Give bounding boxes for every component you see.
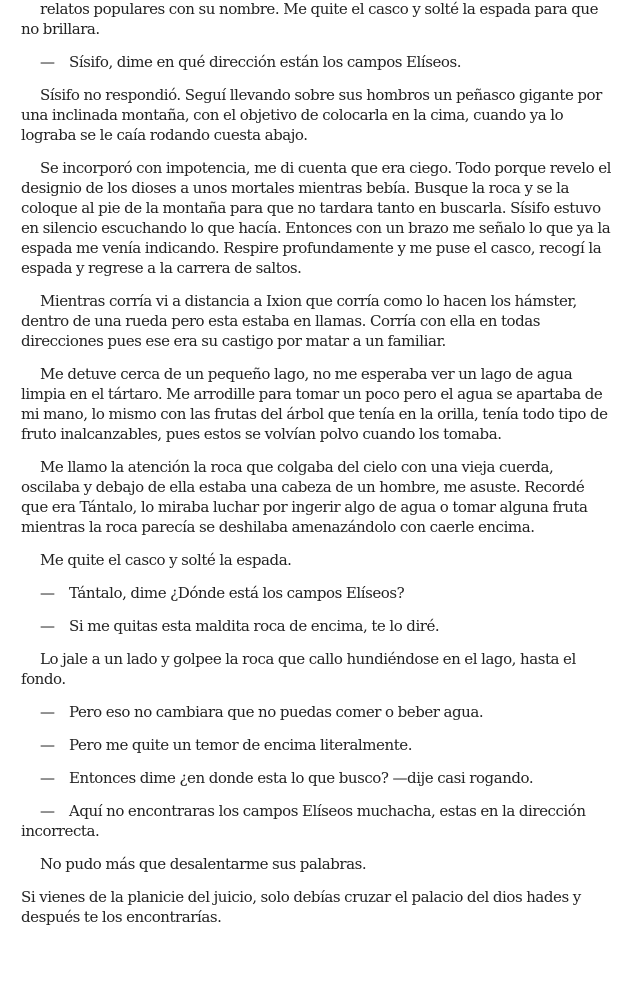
dialogue-dash: — (40, 53, 55, 71)
dialogue-dash: — (40, 769, 55, 787)
dialogue-dash: — (40, 736, 55, 754)
paragraph: Lo jale a un lado y golpee la roca que callo hundiéndose en el lago, hasta el fondo. (21, 650, 576, 688)
dialogue-text: Entonces dime ¿en donde esta lo que busco? —dije casi rogando. (69, 769, 534, 787)
dialogue-dash: — (40, 703, 55, 721)
paragraph: No pudo más que desalentarme sus palabras. (40, 855, 367, 873)
paragraph: Si vienes de la planicie del juicio, solo debías cruzar el palacio del dios hades y después te los encontrarías. (21, 888, 581, 926)
paragraph: Se incorporó con impotencia, me di cuenta que era ciego. Todo porque revelo el designio de los dioses a unos mortales mientras bebía. Busque la roca y se la coloque al pie de la montaña para que no tardara tanto en buscarla. Sísifo estuvo en silencio escuchando lo que hacía. Entonces con un brazo me señalo lo que ya la espada me venía indicando. Respire profundamente y me puse el casco, recogí la espada y regrese a la carrera de saltos. (21, 159, 612, 277)
dialogue-line (21, 702, 615, 722)
dialogue-text: Sísifo, dime en qué dirección están los campos Elíseos. (69, 53, 462, 71)
dialogue-text: Pero eso no cambiara que no puedas comer o beber agua. (69, 703, 484, 721)
paragraph: Sísifo no respondió. Seguí llevando sobre sus hombros un peñasco gigante por una inclinada montaña, con el objetivo de colocarla en la cima, cuando ya lo lograba se le caía rodando cuesta abajo. (21, 86, 602, 144)
paragraph: relatos populares con su nombre. Me quite el casco y solté la espada para que no brillara. (21, 0, 599, 38)
dialogue-text: Tántalo, dime ¿Dónde está los campos Elíseos? (69, 584, 405, 602)
paragraph: Me detuve cerca de un pequeño lago, no me esperaba ver un lago de agua limpia en el tártaro. Me arrodille para tomar un poco pero el agua se apartaba de mi mano, lo mismo con las frutas del árbol que tenía en la orilla, tenía todo tipo de fruto inalcanzables, pues estos se volvían polvo cuando los tomaba. (21, 365, 608, 443)
dialogue-line (21, 583, 615, 603)
dialogue-text: Aquí no encontraras los campos Elíseos muchacha, estas en la dirección incorrecta. (21, 802, 586, 840)
dialogue-dash: — (40, 617, 55, 635)
dialogue-text: Si me quitas esta maldita roca de encima, te lo diré. (69, 617, 440, 635)
dialogue-dash: — (40, 802, 55, 820)
dialogue-line (21, 768, 615, 788)
paragraph: Me quite el casco y solté la espada. (40, 551, 292, 569)
dialogue-line (21, 616, 615, 636)
paragraph: Me llamo la atención la roca que colgaba del cielo con una vieja cuerda, oscilaba y debajo de ella estaba una cabeza de un hombre, me asuste. Recordé que era Tántalo, lo miraba luchar por ingerir algo de agua o tomar alguna fruta mientras la roca parecía se deshilaba amenazándolo con caerle encima. (21, 458, 588, 536)
dialogue-line (21, 735, 615, 755)
dialogue-dash: — (40, 584, 55, 602)
paragraph: Mientras corría vi a distancia a Ixion que corría como lo hacen los hámster, dentro de una rueda pero esta estaba en llamas. Corría con ella en todas direcciones pues ese era su castigo por matar a un familiar. (21, 292, 577, 350)
dialogue-line (21, 52, 615, 72)
dialogue-text: Pero me quite un temor de encima literalmente. (69, 736, 413, 754)
dialogue-line (21, 801, 615, 841)
